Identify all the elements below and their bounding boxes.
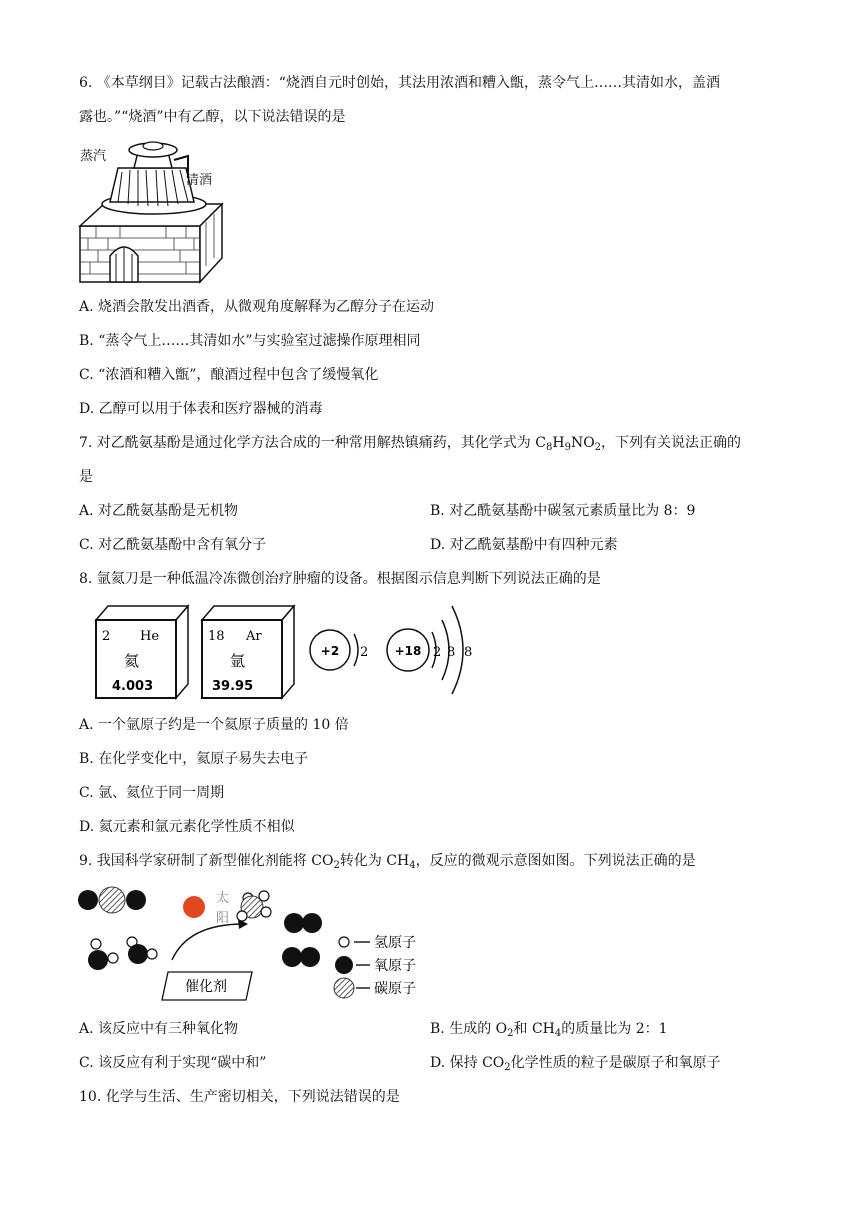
ar-shell-3: 8 xyxy=(464,645,473,660)
q8-element-figure xyxy=(90,600,490,706)
he-shell-1: 2 xyxy=(360,645,369,660)
q8-option-c: C. 氩、氦位于同一周期 xyxy=(79,785,225,801)
q10-stem: 10. 化学与生活、生产密切相关，下列说法错误的是 xyxy=(79,1089,400,1105)
hydrogen-legend-icon xyxy=(339,937,349,947)
he-symbol: He xyxy=(140,629,160,644)
sun-label-1: 太 xyxy=(216,891,230,906)
legend-carbon: 碳原子 xyxy=(374,981,416,997)
ar-number: 18 xyxy=(208,629,225,644)
he-name: 氦 xyxy=(124,652,140,670)
ar-shell-1: 2 xyxy=(433,645,442,660)
q9-option-d: D. 保持 $CO_2$化学性质的粒子是碳原子和氧原子 xyxy=(430,1055,721,1073)
helium-atom-diagram xyxy=(310,630,368,670)
q9-reaction-figure xyxy=(76,880,436,1010)
water-molecule-1 xyxy=(88,939,118,970)
q7-option-a: A. 对乙酰氨基酚是无机物 xyxy=(79,503,239,519)
legend-oxygen: 氧原子 xyxy=(374,958,416,974)
legend-hydrogen: 氢原子 xyxy=(374,935,416,951)
q6-label-liquor: 清酒 xyxy=(186,173,213,188)
q9-stem: 9. 我国科学家研制了新型催化剂能将 $CO_2$转化为 $CH_4$，反应的微观示意图如图。下列说法正确的是 xyxy=(79,853,696,871)
sun-label-2: 阳 xyxy=(216,911,230,926)
q6-option-c: C. “浓酒和糟入甑”，酿酒过程中包含了缓慢氧化 xyxy=(79,367,379,383)
he-nucleus: +2 xyxy=(320,644,340,658)
o2-molecule-1 xyxy=(284,913,322,933)
q7-option-c: C. 对乙酰氨基酚中含有氧分子 xyxy=(79,537,267,553)
q8-stem: 8. 氩氦刀是一种低温冷冻微创治疗肿瘤的设备。根据图示信息判断下列说法正确的是 xyxy=(79,571,601,587)
q6-label-steam: 蒸汽 xyxy=(80,149,107,164)
he-number: 2 xyxy=(102,629,111,644)
catalyst-label: 催化剂 xyxy=(185,979,227,995)
q9-legend xyxy=(334,935,416,998)
reaction-arrow xyxy=(172,924,244,960)
q8-option-d: D. 氦元素和氩元素化学性质不相似 xyxy=(79,819,295,835)
q7-stem-line2: 是 xyxy=(79,469,93,485)
q9-option-c: C. 该反应有利于实现“碳中和” xyxy=(79,1055,267,1071)
ar-mass: 39.95 xyxy=(212,679,254,694)
q7-option-b: B. 对乙酰氨基酚中碳氢元素质量比为 8：9 xyxy=(430,503,696,519)
ar-symbol: Ar xyxy=(246,629,262,644)
sun-icon xyxy=(183,896,205,918)
q6-option-b: B. “蒸令气上……其清如水”与实验室过滤操作原理相同 xyxy=(79,333,421,349)
carbon-legend-icon xyxy=(334,978,354,998)
o2-molecule-2 xyxy=(282,947,320,967)
q6-option-a: A. 烧酒会散发出酒香，从微观角度解释为乙醇分子在运动 xyxy=(79,299,435,315)
ar-nucleus: +18 xyxy=(394,644,422,658)
ar-name: 氩 xyxy=(230,652,246,670)
argon-element-card xyxy=(202,606,294,698)
he-mass: 4.003 xyxy=(112,679,154,694)
water-molecule-2 xyxy=(127,937,157,964)
q6-option-d: D. 乙醇可以用于体表和医疗器械的消毒 xyxy=(79,401,323,417)
q6-stem-line1: 6. 《本草纲目》记载古法酿酒：“烧酒自元时创始，其法用浓酒和糟入甑，蒸令气上……其清如水，盖酒 xyxy=(79,75,720,91)
q7-option-d: D. 对乙酰氨基酚中有四种元素 xyxy=(430,537,618,553)
q9-option-a: A. 该反应中有三种氧化物 xyxy=(79,1021,239,1037)
argon-atom-diagram xyxy=(387,606,472,694)
q7-stem-line1: 7. 对乙酰氨基酚是通过化学方法合成的一种常用解热镇痛药，其化学式为 $C_8H_9NO_2$，下列有关说法正确的 xyxy=(79,435,742,453)
co2-molecule xyxy=(78,887,146,913)
q6-distillation-figure xyxy=(76,138,226,286)
oxygen-legend-icon xyxy=(335,956,353,974)
ch4-molecule xyxy=(237,891,271,921)
helium-element-card xyxy=(96,606,188,698)
q9-option-b: B. 生成的 $O_2$和 $CH_4$的质量比为 2：1 xyxy=(430,1021,668,1039)
ar-shell-2: 8 xyxy=(447,645,456,660)
q8-option-a: A. 一个氩原子约是一个氦原子质量的 10 倍 xyxy=(79,717,349,733)
q8-option-b: B. 在化学变化中，氦原子易失去电子 xyxy=(79,751,309,767)
q6-stem-line2: 露也。”“烧酒”中有乙醇，以下说法错误的是 xyxy=(79,109,346,125)
